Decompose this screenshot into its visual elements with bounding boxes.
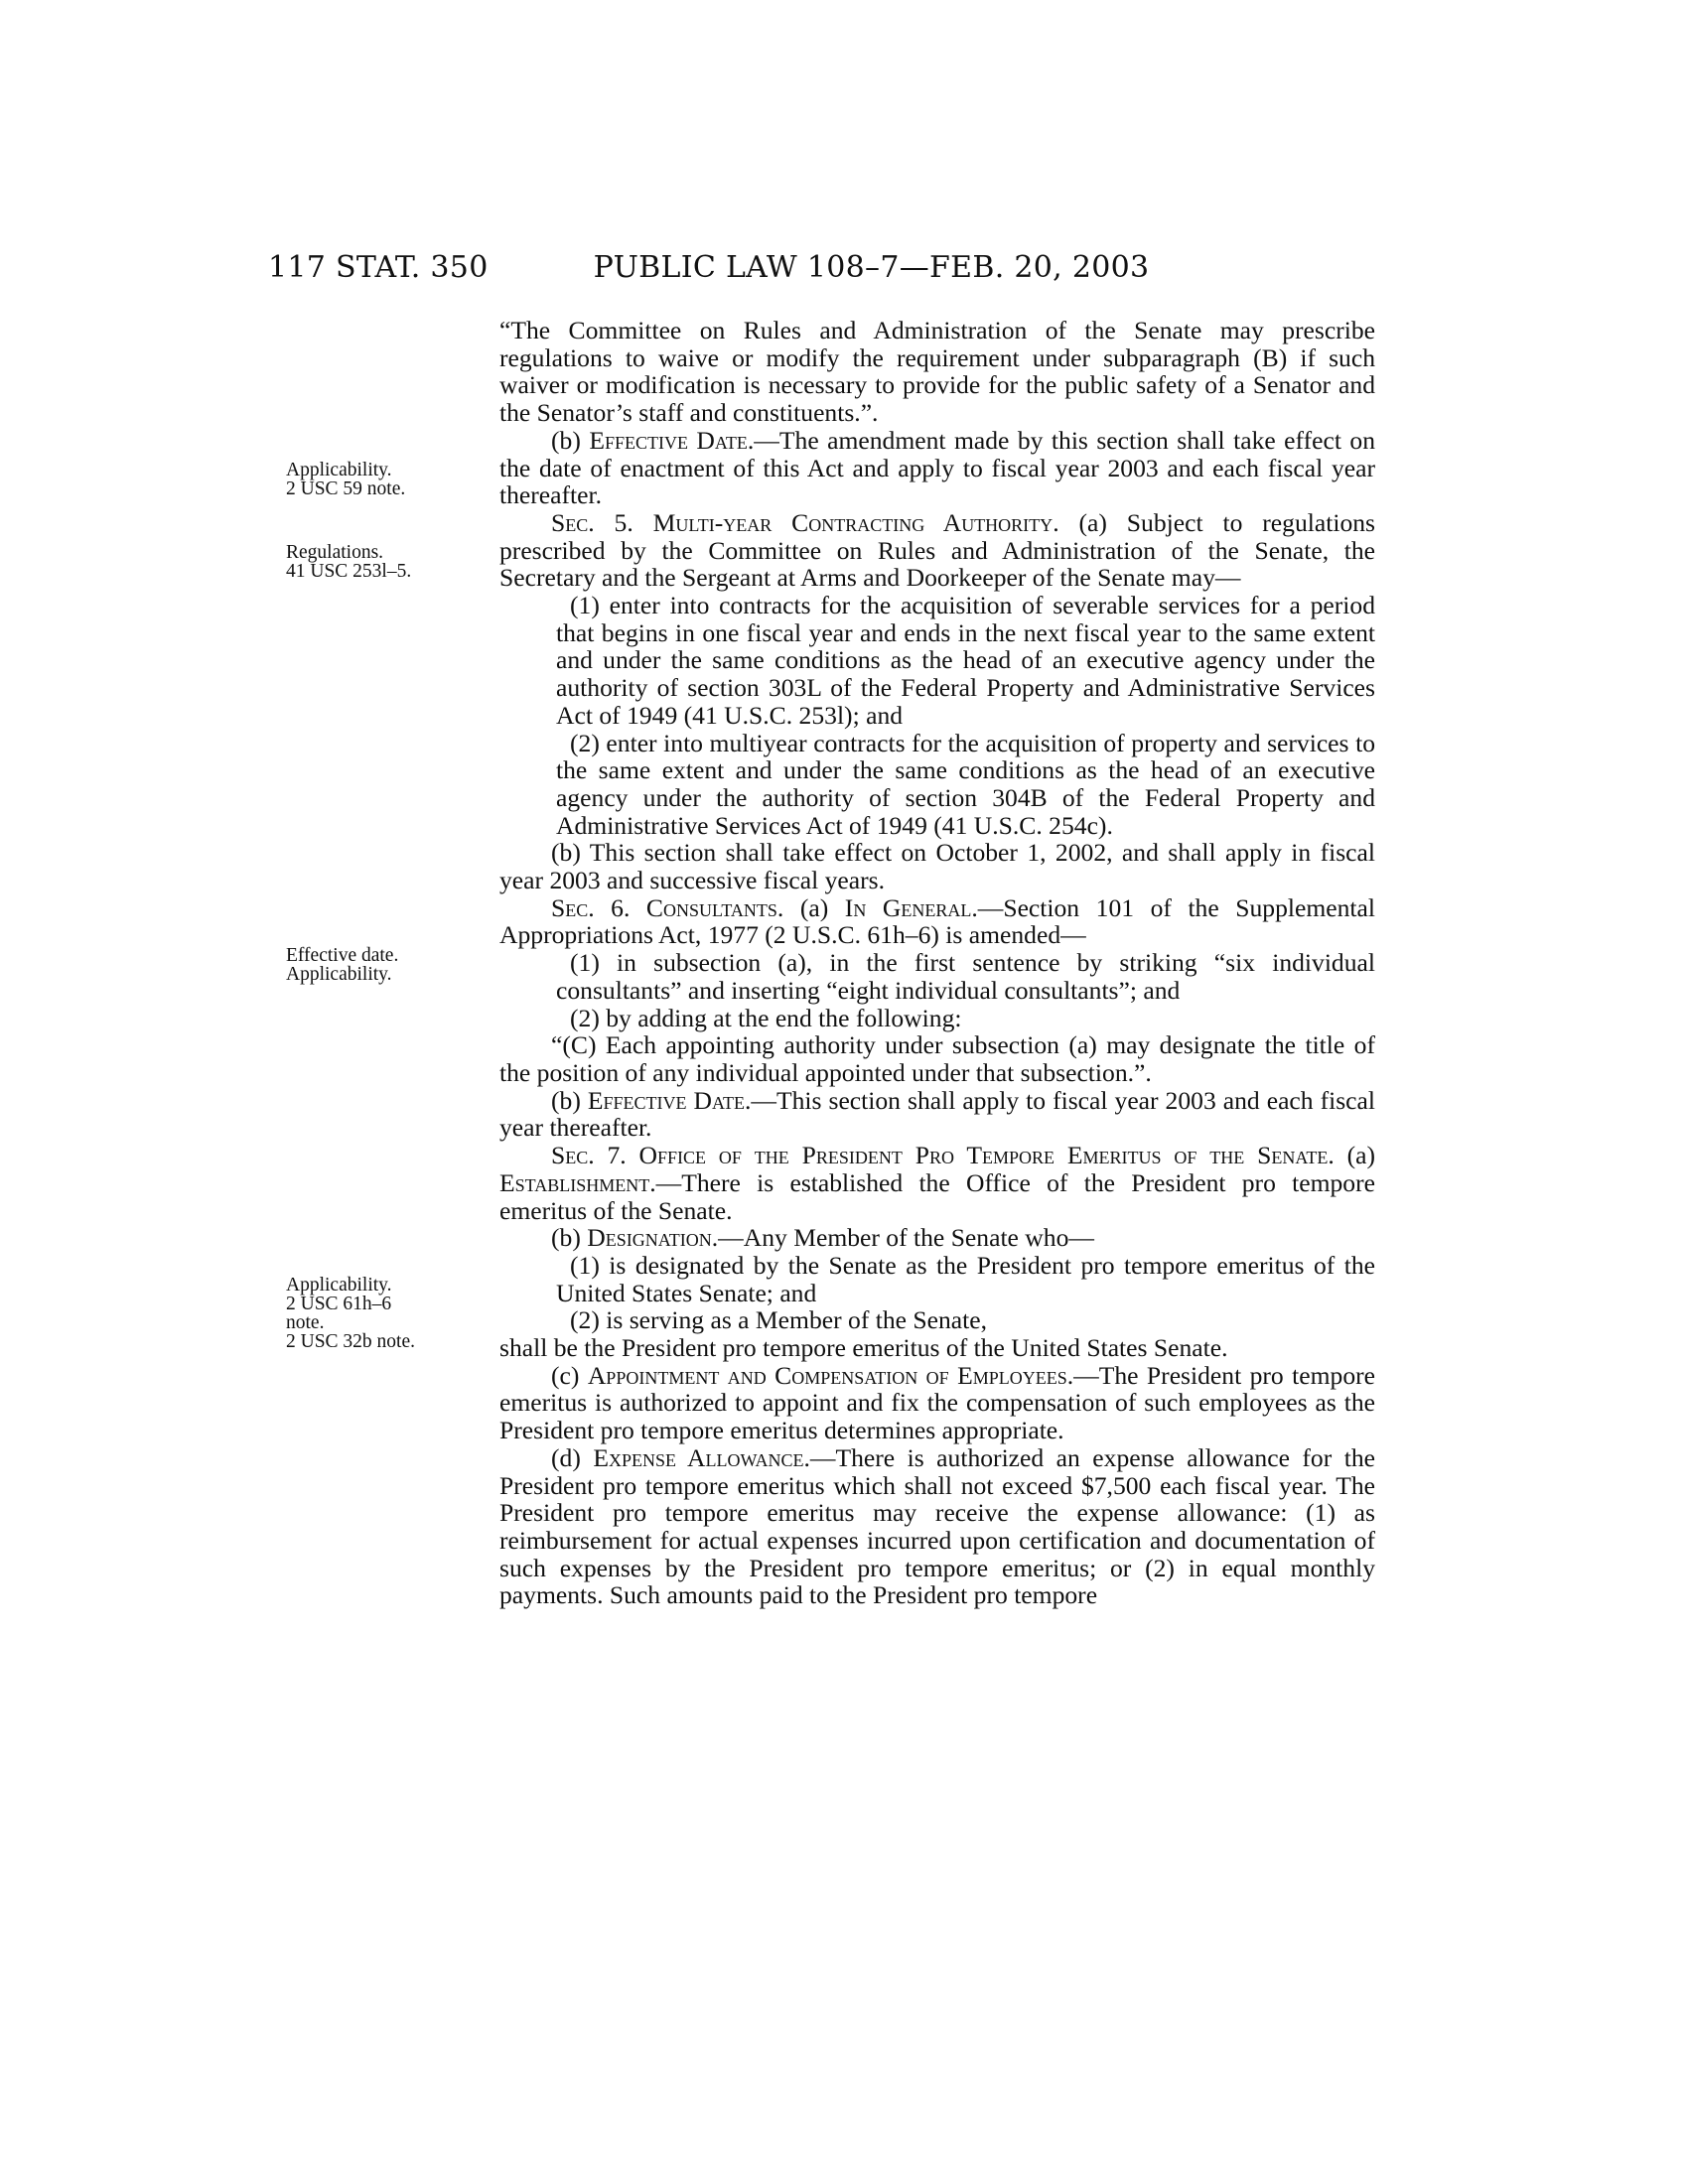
subsection-heading: Designation <box>587 1223 712 1253</box>
text-run: .—There is established the Office of the President pro tempore emeritus of the Senate. <box>499 1167 1375 1225</box>
paragraph-designation <box>499 1224 1375 1252</box>
paragraph-effective-date <box>499 1087 1375 1142</box>
list-item: (2) is serving as a Member of the Senate, <box>570 1305 988 1335</box>
margin-note-line: 2 USC 32b note. <box>286 1331 416 1352</box>
section-6-paragraph <box>499 894 1375 949</box>
subsection-heading: Expense Allowance <box>593 1442 804 1472</box>
text-run: . (a) Subject to regulations prescribed by the Committee on Rules and Administration of the Senate, the Secretary and the Sergeant at Arms and Doorkeeper of the Senate may— <box>499 507 1376 593</box>
text-run: (c) <box>551 1360 588 1390</box>
text-run: .—Section 101 of the Supplemental Appropriations Act, 1977 (2 U.S.C. 61h–6) is amended— <box>499 892 1375 950</box>
statute-body <box>499 317 1375 1609</box>
paragraph: shall be the President pro tempore emeritus of the United States Senate. <box>499 1333 1228 1363</box>
quoted-paragraph: “(C) Each appointing authority under subsection (a) may designate the title of the position of any individual appointed under that subsection.”. <box>499 1030 1375 1087</box>
margin-note <box>286 1276 475 1351</box>
margin-note <box>286 461 475 498</box>
text-run: .—This section shall apply to fiscal year 2003 and each fiscal year thereafter. <box>499 1085 1376 1143</box>
text-run: (b) <box>551 1223 588 1253</box>
paragraph: (b) This section shall take effect on October 1, 2002, and shall apply in fiscal year 2003 and successive fiscal years. <box>499 838 1375 895</box>
text-run: .—Any Member of the Senate who— <box>711 1223 1094 1253</box>
running-header: PUBLIC LAW 108–7—FEB. 20, 2003 <box>593 250 1150 285</box>
text-run: (d) <box>551 1442 594 1472</box>
margin-note-line: Regulations. <box>286 542 384 563</box>
list-item: (2) enter into multiyear contracts for the acquisition of property and services to the same extent and under the same conditions as the head of an executive agency under the authority of section 304B of the Federal Property and Administrative Services Act of 1949 (41 U.S.C. 254c). <box>556 728 1375 840</box>
list-item: (1) in subsection (a), in the first sentence by striking “six individual consultants” and inserting “eight individual consultants”; and <box>556 948 1375 1005</box>
subsection-heading: Effective Date <box>589 425 748 455</box>
text-run: .—There is authorized an expense allowance for the President pro tempore emeritus which shall not exceed $7,500 each fiscal year. The President pro tempore emeritus may receive the expense allowance: (1) as reimbursement for actual expenses incurred upon certification and documentation of such expenses by the President pro tempore emeritus; or (2) in equal monthly payments. Such amounts paid to the President pro tempore <box>499 1442 1375 1610</box>
text-run: (b) <box>551 1085 588 1115</box>
paragraph-expense-allowance <box>499 1444 1375 1609</box>
text-run: .—The amendment made by this section shall take effect on the date of enactment of this Act and apply to fiscal year 2003 and each fiscal year thereafter. <box>499 425 1376 510</box>
margin-note <box>286 543 475 581</box>
section-heading: Sec. 5. Multi-year Contracting Authority <box>551 507 1054 537</box>
list-item: (1) enter into contracts for the acquisition of severable services for a period that begins in one fiscal year and ends in the next fiscal year to the same extent and under the same conditions as the head of an executive agency under the authority of section 303L of the Federal Property and Administrative Services Act of 1949 (41 U.S.C. 253l); and <box>556 591 1375 730</box>
section-heading: Sec. 7. Office of the President Pro Tempore Emeritus of the Senate <box>551 1141 1329 1170</box>
quoted-paragraph: “The Committee on Rules and Administration of the Senate may prescribe regulations to waive or modify the requirement under subparagraph (B) if such waiver or modification is necessary to provide for the public safety of a Senator and the Senator’s staff and constituents.”. <box>499 316 1375 428</box>
text-run: .—The President pro tempore emeritus is authorized to appoint and fix the compensation of such employees as the President pro tempore emeritus determines appropriate. <box>499 1360 1375 1445</box>
margin-note-line: 2 USC 61h–6 <box>286 1294 392 1314</box>
text-run: . (a) <box>1328 1141 1375 1170</box>
list-item: (2) by adding at the end the following: <box>570 1003 962 1032</box>
text-run: (b) <box>551 425 590 455</box>
section-5-paragraph <box>499 509 1375 592</box>
margin-note-line: Applicability. <box>286 964 392 985</box>
section-7-paragraph <box>499 1142 1375 1224</box>
list-item: (1) is designated by the Senate as the President pro tempore emeritus of the United States Senate; and <box>556 1250 1375 1307</box>
paragraph-effective-date <box>499 427 1375 509</box>
paragraph-appointment <box>499 1362 1375 1444</box>
margin-note <box>286 946 475 984</box>
subsection-heading: In General <box>844 892 972 922</box>
section-heading: Sec. 6. Consultants <box>551 892 777 922</box>
statute-page-number: 117 STAT. 350 <box>268 250 489 285</box>
text-run: . (a) <box>776 892 845 922</box>
subsection-heading: Appointment and Compensation of Employees <box>587 1360 1067 1390</box>
margin-note-line: Applicability. <box>286 1275 392 1296</box>
margin-note-line: Effective date. <box>286 945 399 966</box>
margin-note-line: Applicability. <box>286 460 392 480</box>
margin-note-line: 2 USC 59 note. <box>286 478 406 499</box>
subsection-heading: Effective Date <box>587 1085 745 1115</box>
subsection-heading: Establishment <box>499 1167 650 1197</box>
margin-note-line: 41 USC 253l–5. <box>286 561 412 582</box>
margin-note-line: note. <box>286 1312 325 1333</box>
